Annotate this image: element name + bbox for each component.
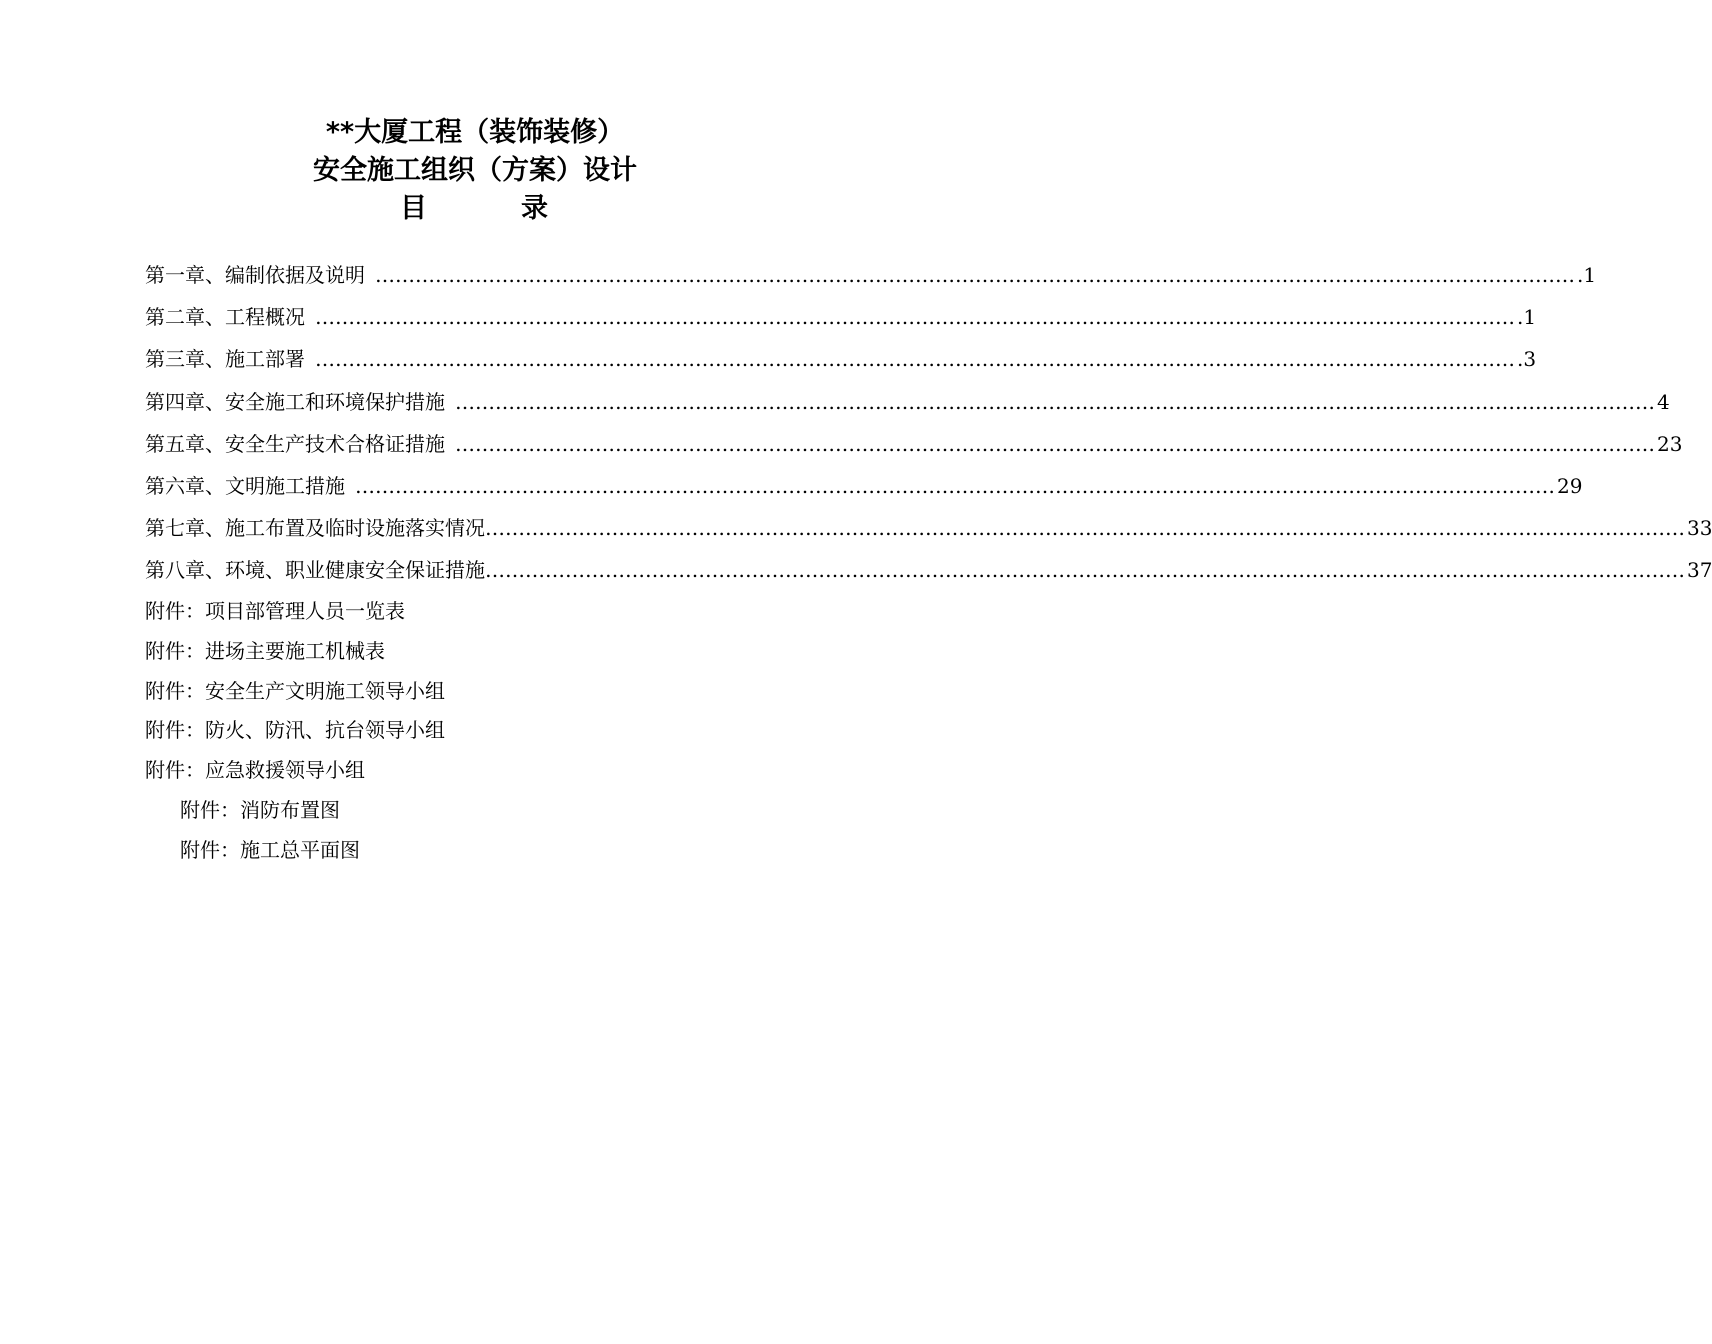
- toc-heading-char-2: 录: [521, 193, 548, 224]
- toc-entry-page: .3: [1517, 347, 1537, 372]
- toc-entry-page: 4: [1657, 389, 1670, 414]
- toc-entry[interactable]: [145, 467, 1583, 509]
- toc-entry-label: 第四章、安全施工和环境保护措施: [145, 389, 445, 414]
- toc-dot-leader: ………………………………………………………………………………………………………………………………………………………………: [315, 347, 1515, 372]
- toc-entry-label: 第一章、编制依据及说明: [145, 263, 365, 287]
- toc-dot-leader: ………………………………………………………………………………………………………………………………………………………………: [375, 263, 1575, 287]
- title-line-1: **大厦工程（装饰装修）: [325, 117, 625, 148]
- toc-entry[interactable]: [145, 383, 1670, 425]
- toc-entry[interactable]: [145, 509, 1712, 551]
- toc-entry-page: 29: [1557, 473, 1583, 498]
- toc-dot-leader: ………………………………………………………………………………………………………………………………………………………………: [455, 431, 1655, 456]
- toc-entry-page: 33: [1687, 516, 1712, 541]
- toc-entry-label: 第三章、施工部署: [145, 347, 305, 372]
- toc-dot-leader: ………………………………………………………………………………………………………………………………………………………………: [485, 516, 1685, 541]
- attachment-item: 附件：防火、防汛、抗台领导小组: [145, 718, 445, 743]
- toc-entry[interactable]: [145, 425, 1683, 467]
- toc-entry-page: 37: [1687, 558, 1712, 583]
- document-title: [0, 114, 950, 228]
- toc-entry-label: 第七章、施工布置及临时设施落实情况: [145, 516, 485, 541]
- attachment-item: 附件：应急救援领导小组: [145, 758, 365, 783]
- toc-heading: [0, 190, 950, 228]
- toc-entry-page: .1: [1517, 305, 1537, 330]
- toc-entry[interactable]: [145, 340, 1537, 382]
- toc-dot-leader: ………………………………………………………………………………………………………………………………………………………………: [455, 389, 1655, 414]
- title-line-2: 安全施工组织（方案）设计: [313, 155, 637, 186]
- attachment-list: [145, 592, 805, 871]
- attachment-item: 附件：项目部管理人员一览表: [145, 599, 405, 623]
- toc-entry[interactable]: [145, 256, 1597, 298]
- toc-entry-label: 第二章、工程概况: [145, 305, 305, 330]
- toc-entry[interactable]: [145, 551, 1712, 593]
- toc-dot-leader: ………………………………………………………………………………………………………………………………………………………………: [315, 305, 1515, 330]
- toc-entry-page: .1: [1577, 263, 1597, 287]
- table-of-contents: [145, 256, 1712, 594]
- toc-dot-leader: ………………………………………………………………………………………………………………………………………………………………: [485, 558, 1685, 583]
- attachment-item: 附件：消防布置图: [180, 797, 340, 822]
- toc-entry-label: 第六章、文明施工措施: [145, 473, 345, 498]
- toc-heading-char-1: 目: [400, 193, 427, 224]
- toc-entry[interactable]: [145, 298, 1537, 340]
- attachment-item: 附件：安全生产文明施工领导小组: [145, 678, 445, 703]
- attachment-item: 附件：施工总平面图: [180, 837, 360, 862]
- toc-entry-label: 第五章、安全生产技术合格证措施: [145, 431, 445, 456]
- toc-entry-label: 第八章、环境、职业健康安全保证措施: [145, 558, 485, 583]
- toc-dot-leader: ………………………………………………………………………………………………………………………………………………………………: [355, 473, 1555, 498]
- attachment-item: 附件：进场主要施工机械表: [145, 638, 385, 663]
- toc-entry-page: 23: [1657, 431, 1683, 456]
